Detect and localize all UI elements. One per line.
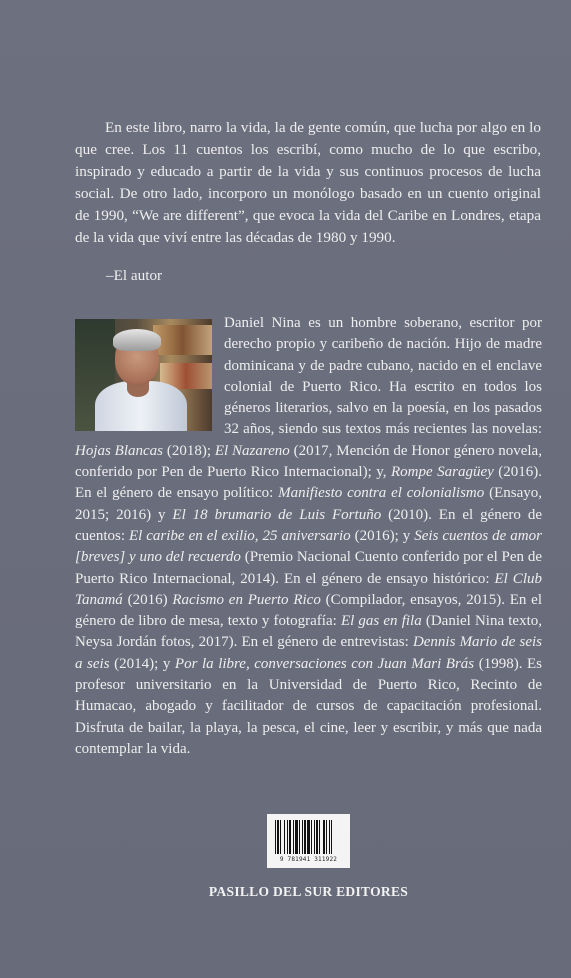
bio-text: (2017, Mención de Honor género novela, conferido por Pen de Puerto Rico Internacional); y, xyxy=(75,442,542,481)
bio-text: Daniel Nina es un hombre soberano, escritor por derecho propio y caribeño de nación. Hijo de madre dominicana y de padre cubano, nacido en el enclave colonial de Puerto Rico. Ha escrito en todos los géneros literarios, salvo en la poesía, en los pasados 32 años, siendo sus textos más recientes las novelas: xyxy=(224,315,542,438)
intro-text xyxy=(75,117,541,249)
book-title: El Nazareno xyxy=(214,442,290,459)
author-signature: –El autor xyxy=(106,267,163,284)
barcode-bars xyxy=(275,820,342,854)
book-title: El gas en fila xyxy=(340,613,422,630)
bio-text: (2016); y xyxy=(350,527,415,544)
book-title: El caribe en el exilio, 25 aniversario xyxy=(128,527,351,544)
bio-text: (2018); xyxy=(163,442,215,459)
book-title: El 18 brumario de Luis Fortuño xyxy=(172,506,382,523)
book-title: Rompe Saragüey xyxy=(390,464,494,481)
author-photo xyxy=(75,319,212,431)
isbn-number: 9 781941 311922 xyxy=(279,856,338,863)
bio-text: (2016). En el género de ensayo político: xyxy=(75,464,542,502)
intro-paragraph: En este libro, narro la vida, la de gente común, que lucha por algo en lo que cree. Los 11 cuentos los escribí, como mucho de lo que escribo, inspirado y educado a partir de la vida y sus continuos procesos de lucha social. De otro lado, incorporo un monólogo basado en un cuento original de 1990, “We are different”, que evoca la vida del Caribe en Londres, etapa de la vida que viví entre las décadas de 1980 y 1990. xyxy=(75,119,541,246)
publisher-name: PASILLO DEL SUR EDITORES xyxy=(208,884,409,899)
book-title: Racismo en Puerto Rico xyxy=(172,591,321,608)
bio-text: (Daniel Nina texto, Neysa Jordán fotos, 2017). En el género de entrevistas: xyxy=(75,613,543,651)
bio-text: (Ensayo, 2015; 2016) y xyxy=(75,485,543,523)
bio-text: (2010). En el género de cuentos: xyxy=(75,506,542,544)
bio-text: (2016) xyxy=(122,591,173,608)
book-title: Manifiesto contra el colonialismo xyxy=(278,485,485,502)
book-title: Por la libre, conversaciones con Juan Mari Brás xyxy=(174,655,475,672)
book-title: Hojas Blancas xyxy=(75,442,164,459)
author-bio xyxy=(75,313,542,760)
book-title: El Club Tanamá xyxy=(75,570,542,608)
bio-text: (Premio Nacional Cuento conferido por el Pen de Puerto Rico Internacional, 2014). En el género de ensayo histórico: xyxy=(75,549,542,587)
bio-text: (2014); y xyxy=(109,655,175,672)
book-title: Seis cuentos de amor [breves] y uno del recuerdo xyxy=(75,527,542,566)
bio-text: (1998). Es profesor universitario en la Universidad de Puerto Rico, Recinto de Humacao, abogado y facilitador de cursos de capacitación profesional. Disfruta de bailar, la playa, la pesca, el cine, leer y escribir, y más que nada contemplar la vida. xyxy=(75,655,542,757)
book-title: Dennis Mario de seis a seis xyxy=(75,634,542,672)
isbn-barcode xyxy=(267,814,350,868)
bio-text: (Compilador, ensayos, 2015). En el género de libro de mesa, texto y fotografía: xyxy=(75,591,542,630)
